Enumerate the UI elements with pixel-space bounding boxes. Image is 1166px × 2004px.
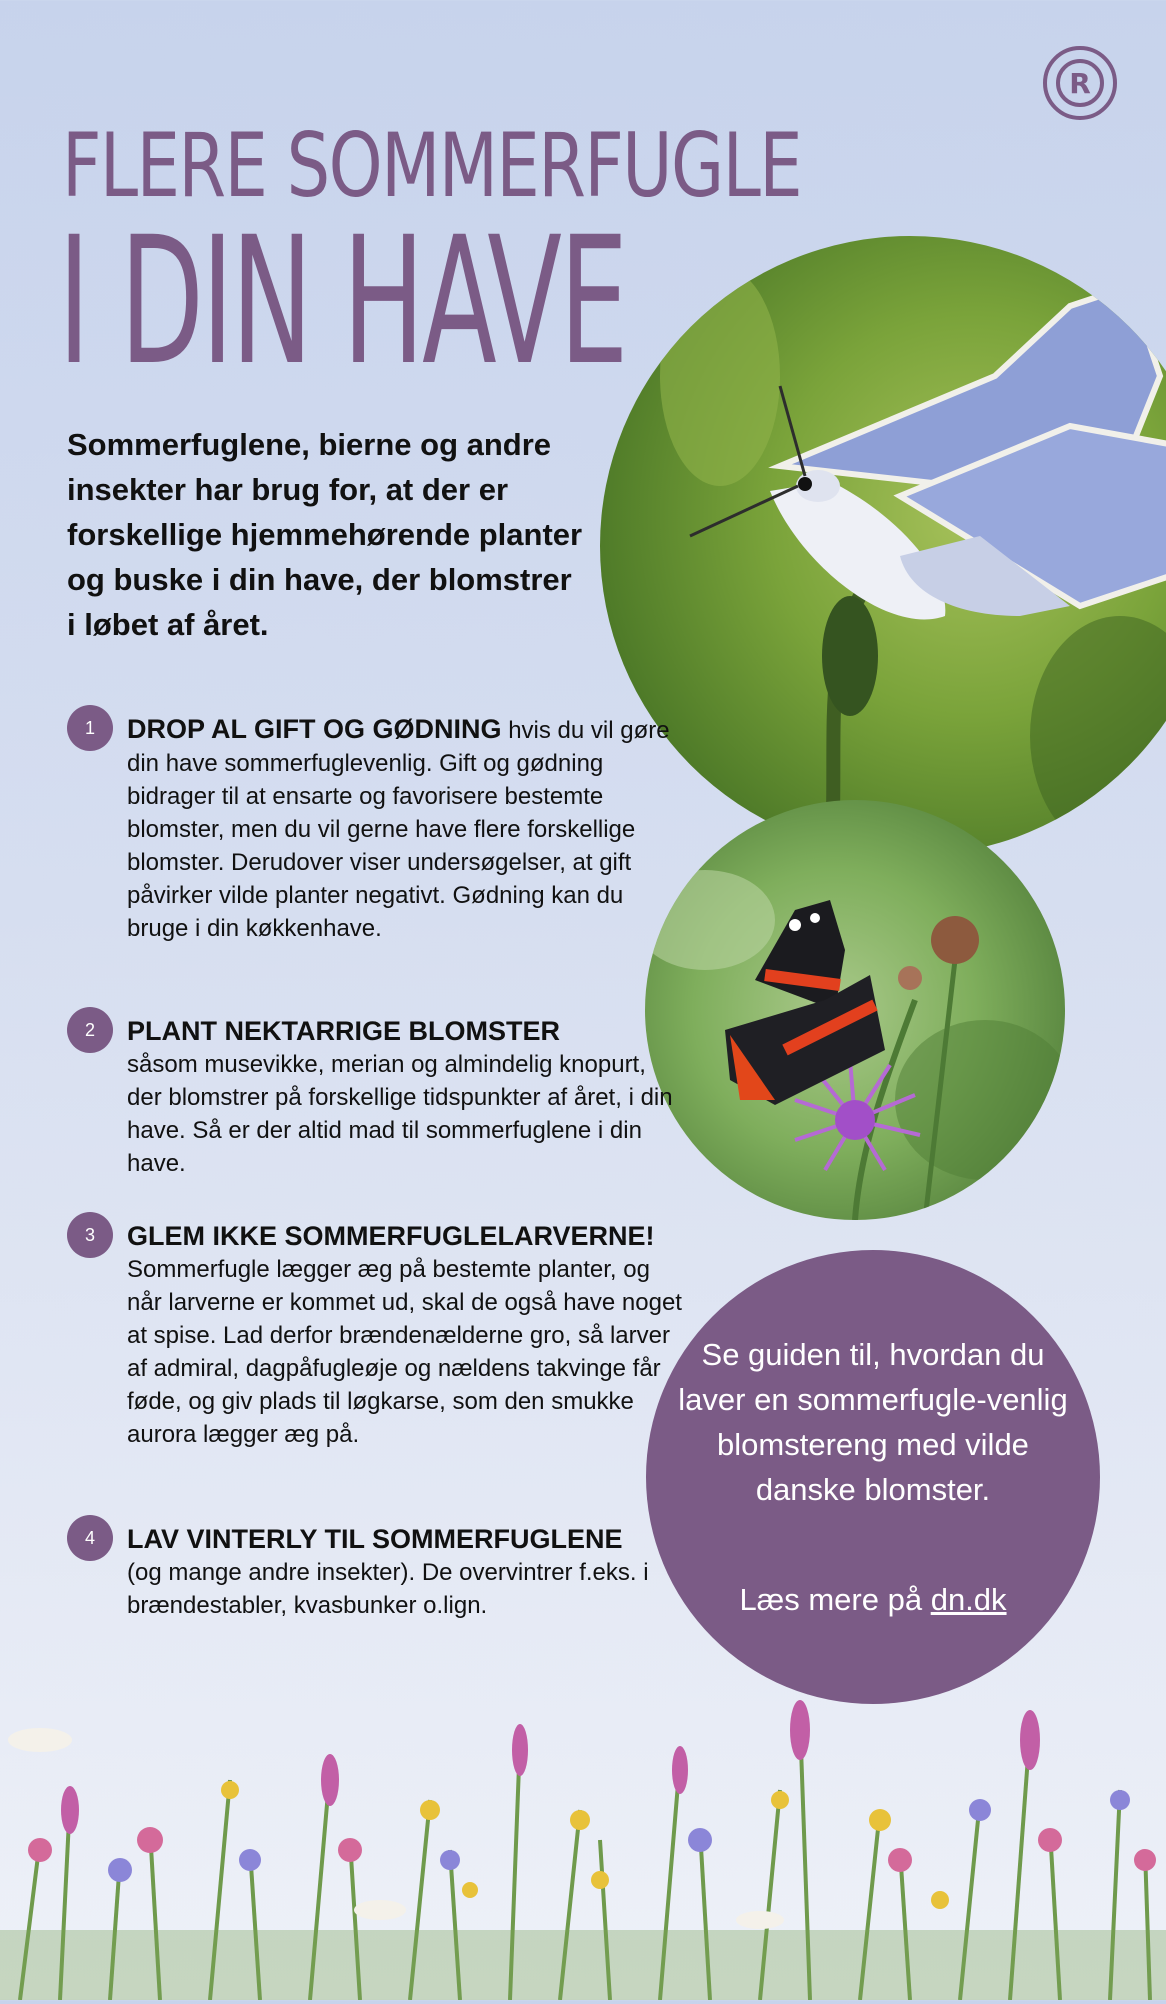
read-more-line: [646, 1580, 1100, 1620]
read-more-prefix: Læs mere på: [739, 1582, 931, 1617]
tip-body: (og mange andre insekter). De overvintrer f.eks. i brændestabler, kvasbunker o.lign.: [127, 1559, 649, 1619]
tip-text: [127, 1220, 687, 1451]
step-number-badge: 3: [67, 1212, 113, 1258]
page-title-line-1: FLERE SOMMERFUGLE: [62, 114, 802, 217]
tip-text: [127, 1523, 687, 1622]
logo-letter: R: [1056, 59, 1104, 107]
intro-text: Sommerfuglene, bierne og andre insekter har brug for, at der er forskellige hjemmehørende planter og buske i din have, der blomstrer i løbet af året.: [67, 427, 583, 642]
page-title-line-2: I DIN HAVE: [58, 199, 626, 404]
wildflower-meadow-illustration: [0, 1680, 1166, 2000]
step-number-badge: 2: [67, 1007, 113, 1053]
tip-heading: LAV VINTERLY TIL SOMMERFUGLENE: [127, 1524, 623, 1554]
guide-callout: [646, 1250, 1100, 1704]
tip-heading: GLEM IKKE SOMMERFUGLELARVERNE!: [127, 1221, 655, 1251]
dn-dk-link[interactable]: dn.dk: [930, 1582, 1007, 1617]
guide-callout-text: Se guiden til, hvordan du laver en sommerfugle-venlig blomstereng med vilde danske blomster.: [678, 1337, 1068, 1507]
step-number-badge: 4: [67, 1515, 113, 1561]
tip-body: såsom musevikke, merian og almindelig knopurt, der blomstrer på forskellige tidspunkter af året, i din have. Så er der altid mad til sommerfuglene i din have.: [127, 1051, 673, 1177]
tip-text: [127, 1015, 687, 1180]
brand-logo: [1043, 46, 1117, 120]
step-number-badge: 1: [67, 705, 113, 751]
tip-body: hvis du vil gøre din have sommerfuglevenlig. Gift og gødning bidrager til at ensarte og favorisere bestemte blomster, men du vil gerne have flere forskellige blomster. Derudover viser undersøgelser, at gift påvirker vilde planter negativt. Gødning kan du bruge i din køkkenhave.: [127, 717, 670, 942]
tip-text: [127, 713, 687, 945]
tip-heading: DROP AL GIFT OG GØDNING: [127, 714, 502, 744]
red-admiral-butterfly-photo: [645, 800, 1065, 1220]
tip-body: Sommerfugle lægger æg på bestemte planter, og når larverne er kommet ud, skal de også have noget at spise. Lad derfor brændenælderne gro, så larver af admiral, dagpåfugleøje og nældens takvinge får føde, og giv plads til løgkarse, som den smukke aurora lægger æg på.: [127, 1256, 682, 1448]
tip-heading: PLANT NEKTARRIGE BLOMSTER: [127, 1016, 560, 1046]
